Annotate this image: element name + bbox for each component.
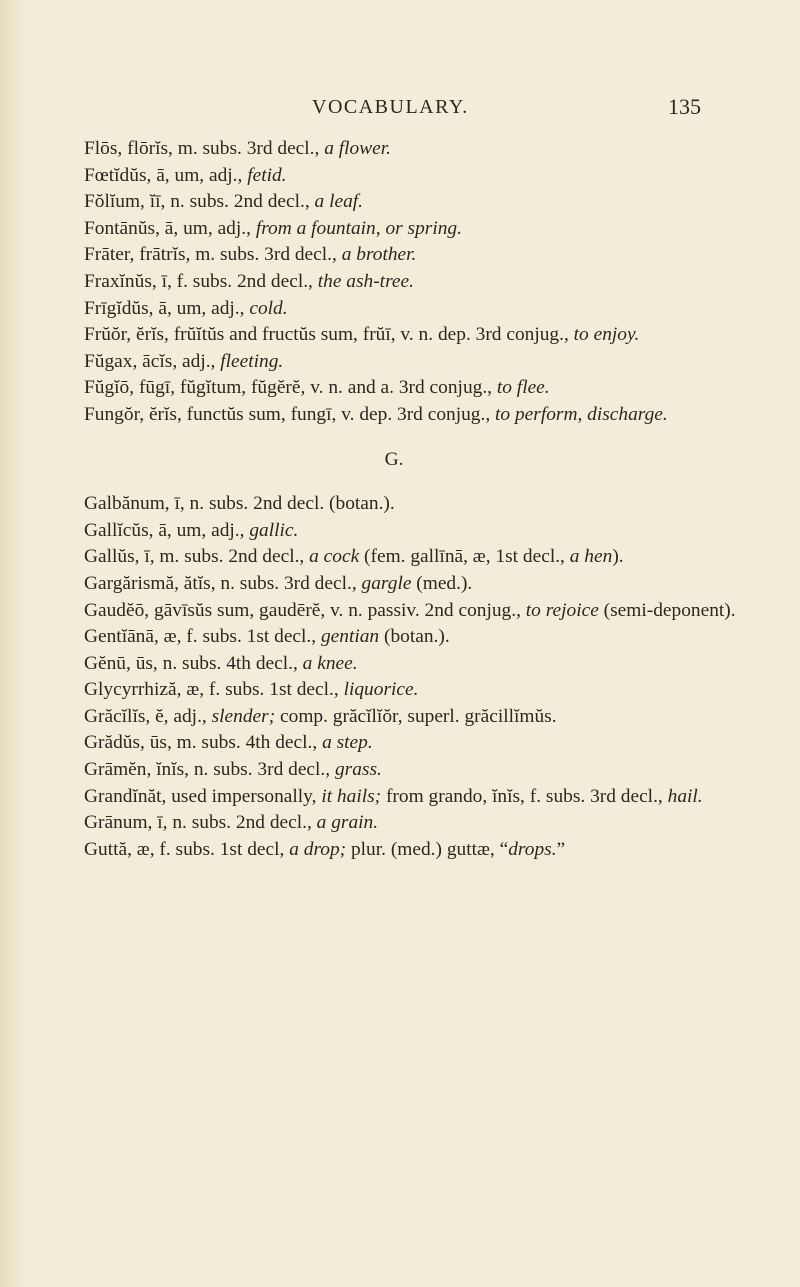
entry-translation: hail. xyxy=(667,785,703,807)
entry-text: Fungŏr, ĕrĭs, functŭs sum, fungī, v. dep. 3rd conjug., xyxy=(84,403,496,425)
entry-translation: gallic. xyxy=(249,519,299,541)
vocab-entry xyxy=(84,784,774,811)
entry-text: (semi-deponent). xyxy=(598,599,736,621)
entry-text: (med.). xyxy=(411,572,473,594)
entry-text: Fŏlĭum, ĭī, n. subs. 2nd decl., xyxy=(84,191,315,213)
vocab-entry xyxy=(84,571,774,598)
entry-text: Flōs, flōrĭs, m. subs. 3rd decl., xyxy=(84,138,325,159)
entry-text: (fem. gallīnā, æ, 1st decl., xyxy=(359,546,570,568)
entry-translation: a brother. xyxy=(341,244,417,266)
vocab-entry xyxy=(84,837,774,864)
entry-text: ). xyxy=(612,546,624,568)
vocab-entry xyxy=(84,598,774,625)
vocab-entry xyxy=(84,296,774,323)
vocab-entry xyxy=(84,242,774,269)
entry-translation: a grain. xyxy=(316,812,379,834)
vocab-entry xyxy=(84,651,774,678)
entry-text: Frāter, frātrĭs, m. subs. 3rd decl., xyxy=(84,244,342,266)
vocab-entry xyxy=(84,677,774,704)
entry-translation: to rejoice xyxy=(525,599,599,621)
entries-g-section xyxy=(84,491,774,863)
entry-text: Gentĭānā, æ, f. subs. 1st decl., xyxy=(84,626,321,648)
entry-text: Galbănum, ī, n. subs. 2nd decl. (botan.). xyxy=(84,493,395,515)
vocab-entry xyxy=(84,269,774,296)
vocab-entry xyxy=(84,375,774,402)
page-number: 135 xyxy=(668,94,701,119)
vocab-entry xyxy=(84,189,774,216)
vocab-entry xyxy=(84,163,774,190)
entry-text: (botan.). xyxy=(379,626,450,648)
vocab-entry xyxy=(84,810,774,837)
entry-text: Grāmĕn, ĭnĭs, n. subs. 3rd decl., xyxy=(84,759,335,781)
vocab-entry xyxy=(84,322,774,349)
section-letter: G. xyxy=(384,448,404,470)
vocab-entry xyxy=(84,136,774,163)
entry-text: Fœtĭdŭs, ā, um, adj., xyxy=(84,164,248,186)
entry-translation: grass. xyxy=(334,759,382,781)
entry-translation: slender; xyxy=(211,705,276,727)
entry-text: Gaudĕō, gāvīsŭs sum, gaudērĕ, v. n. passiv. 2nd conjug., xyxy=(84,599,526,621)
page-header xyxy=(0,96,800,126)
entry-translation: a knee. xyxy=(302,652,358,674)
entry-translation: a hen xyxy=(569,546,613,568)
vocabulary-entries xyxy=(84,136,774,863)
vocab-entry xyxy=(84,544,774,571)
entry-text: Fontānŭs, ā, um, adj., xyxy=(84,217,256,239)
entry-translation: to enjoy. xyxy=(573,324,640,346)
entry-translation: to flee. xyxy=(496,377,550,399)
entry-text: Grădŭs, ūs, m. subs. 4th decl., xyxy=(84,732,323,754)
running-title: VOCABULARY. xyxy=(312,96,469,118)
vocab-entry xyxy=(84,216,774,243)
vocab-entry xyxy=(84,624,774,651)
vocab-entry xyxy=(84,730,774,757)
entry-translation: it hails; xyxy=(321,785,382,807)
entry-translation: fetid. xyxy=(247,164,287,186)
entry-text: plur. (med.) guttæ, “ xyxy=(346,838,509,860)
entry-text: Glycyrrhiză, æ, f. subs. 1st decl., xyxy=(84,679,344,701)
entry-text: Gallĭcŭs, ā, um, adj., xyxy=(84,519,250,541)
entry-text: Fraxĭnŭs, ī, f. subs. 2nd decl., xyxy=(84,270,318,292)
entries-f-section xyxy=(84,136,774,429)
entry-text: ” xyxy=(556,838,566,860)
entry-translation: a drop; xyxy=(289,838,347,860)
entry-text: Grăcĭlĭs, ĕ, adj., xyxy=(84,705,212,727)
entry-translation: a flower. xyxy=(324,138,392,159)
entry-text: Gargărismă, ătĭs, n. subs. 3rd decl., xyxy=(84,572,362,594)
entry-translation: liquorice. xyxy=(343,679,419,701)
entry-translation: from a fountain, or spring. xyxy=(255,217,462,239)
entry-translation: the ash-tree. xyxy=(317,270,414,292)
vocab-entry xyxy=(84,402,774,429)
vocab-entry xyxy=(84,349,774,376)
entry-text: from grando, ĭnĭs, f. subs. 3rd decl., xyxy=(381,785,668,807)
entry-translation: a step. xyxy=(322,732,373,754)
entry-translation: gentian xyxy=(320,626,380,648)
entry-translation: gargle xyxy=(361,572,412,594)
vocab-entry xyxy=(84,518,774,545)
entry-text: Grandĭnăt, used impersonally, xyxy=(84,785,322,807)
entry-translation: a cock xyxy=(309,546,360,568)
entry-text: Frīgĭdŭs, ā, um, adj., xyxy=(84,297,250,319)
entry-text: Grānum, ī, n. subs. 2nd decl., xyxy=(84,812,317,834)
entry-text: Fŭgax, ācĭs, adj., xyxy=(84,350,221,372)
vocab-entry xyxy=(84,491,774,518)
vocab-entry xyxy=(84,757,774,784)
entry-translation: drops. xyxy=(508,838,557,860)
entry-text: Gĕnū, ūs, n. subs. 4th decl., xyxy=(84,652,303,674)
entry-translation: cold. xyxy=(249,297,288,319)
entry-translation: fleeting. xyxy=(220,350,284,372)
entry-text: Guttă, æ, f. subs. 1st decl, xyxy=(84,838,290,860)
entry-text: Frŭŏr, ĕrĭs, frŭĭtŭs and fructŭs sum, frŭī, v. n. dep. 3rd conjug., xyxy=(84,324,574,346)
entry-text: Fŭgĭō, fūgī, fŭgĭtum, fŭgĕrĕ, v. n. and a. 3rd conjug., xyxy=(84,377,497,399)
entry-translation: to perform, discharge. xyxy=(495,403,668,425)
vocab-entry xyxy=(84,704,774,731)
entry-text: comp. grăcĭlĭŏr, superl. grăcillĭmŭs. xyxy=(275,705,557,727)
entry-text: Gallŭs, ī, m. subs. 2nd decl., xyxy=(84,546,310,568)
entry-translation: a leaf. xyxy=(314,191,364,213)
page-edge-shadow xyxy=(0,0,26,1287)
